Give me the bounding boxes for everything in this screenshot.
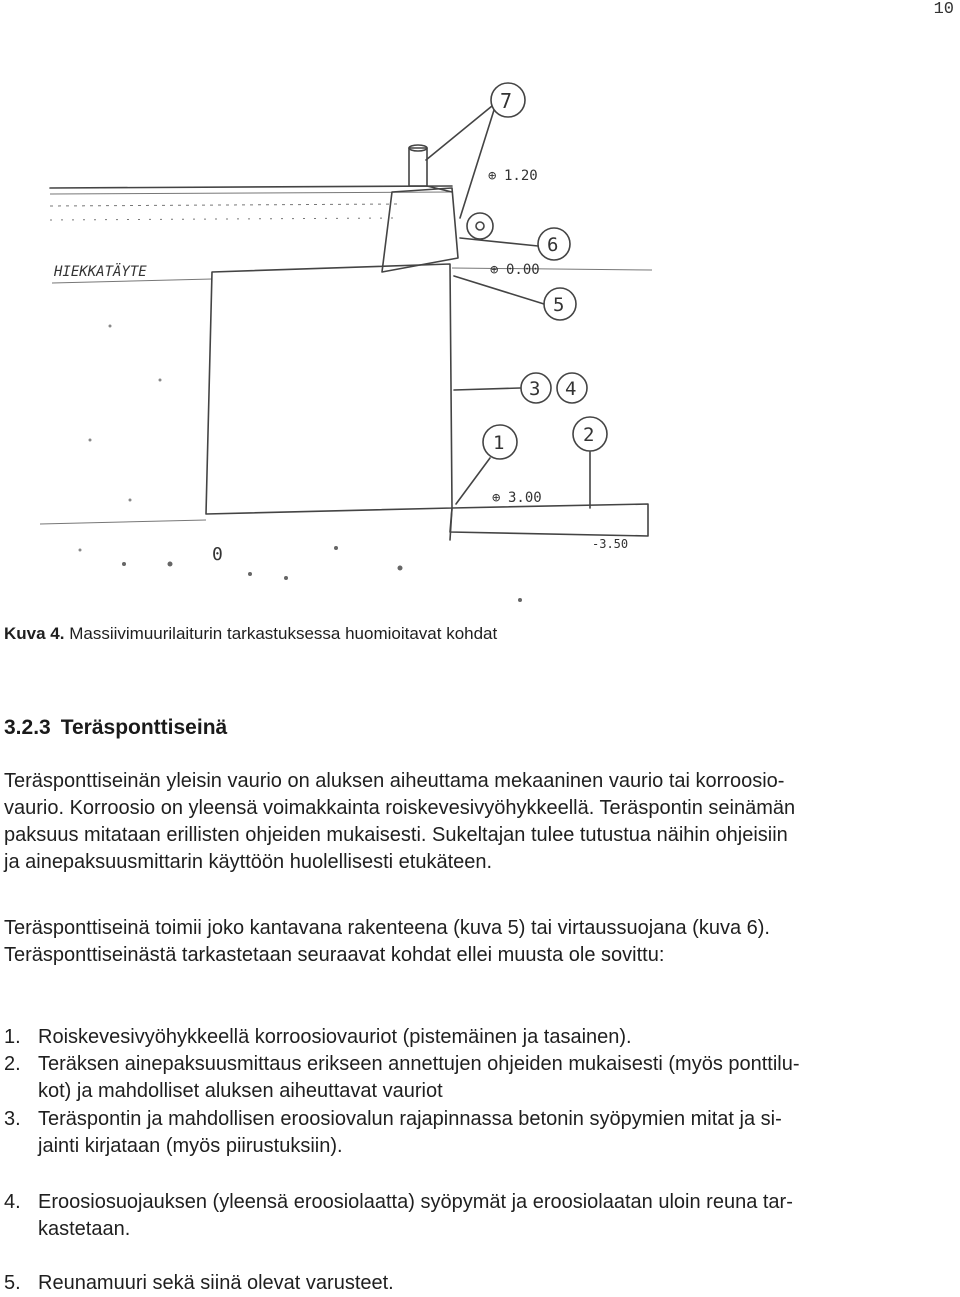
elevation-zero-value: 0.00	[506, 262, 540, 278]
section-number: 3.2.3	[4, 716, 51, 739]
water-level	[452, 268, 652, 270]
elevation-seabed-value: -3.50	[592, 537, 629, 551]
list-item	[4, 1024, 939, 1051]
marker-4-label: 4	[565, 378, 577, 400]
marker-5	[454, 276, 576, 320]
svg-text:⊕: ⊕	[490, 262, 499, 278]
sand-fill-label: HIEKKATÄYTE	[54, 264, 147, 280]
paragraph-line: Teräsponttiseinä toimii joko kantavana rakenteena (kuva 5) tai virtaussuojana (kuva 6).	[4, 917, 770, 939]
deck-surface	[50, 186, 452, 220]
list-item-text: kastetaan.	[38, 1218, 131, 1240]
marker-3-4	[454, 373, 587, 403]
elevation-zero	[490, 262, 540, 278]
quay-wall-sketch	[20, 80, 660, 610]
figure-caption-text: Massiivimuurilaiturin tarkastuksessa huomioitavat kohdat	[69, 624, 498, 643]
elevation-seabed	[592, 537, 628, 551]
list-item-number: 4.	[4, 1191, 21, 1213]
marker-6-label: 6	[547, 234, 559, 256]
list-item	[4, 1270, 939, 1297]
paragraph-line: Teräsponttiseinän yleisin vaurio on aluksen aiheuttama mekaaninen vaurio tai korroosio-	[4, 770, 785, 792]
list-item-text: kot) ja mahdolliset aluksen aiheuttavat vauriot	[38, 1080, 443, 1102]
figure-caption-label: Kuva 4.	[4, 624, 65, 643]
section-title: Teräsponttiseinä	[60, 716, 228, 739]
marker-1-label: 1	[493, 432, 505, 454]
massive-block-wall	[206, 264, 452, 514]
elevation-top-value: 1.20	[504, 168, 538, 184]
page-number: 10	[933, 0, 954, 19]
elevation-bottom-value: 3.00	[508, 490, 542, 506]
marker-7	[426, 83, 525, 218]
figure-caption	[4, 624, 497, 644]
bollard	[409, 145, 427, 186]
paragraph-1	[4, 768, 939, 876]
svg-text:⊕: ⊕	[492, 490, 501, 506]
list-item	[4, 1051, 939, 1105]
list-item-text: Eroosiosuojauksen (yleensä eroosiolaatta) syöpymät ja eroosiolaatan uloin reuna tar-	[38, 1191, 793, 1213]
sand-fill	[52, 262, 212, 552]
list-item-number: 1.	[4, 1026, 21, 1048]
marker-2	[573, 417, 607, 508]
list-item	[4, 1189, 939, 1243]
zero-mark: 0	[212, 544, 223, 565]
list-item-number: 5.	[4, 1272, 21, 1294]
section-heading	[4, 716, 227, 740]
list-item-text: jainti kirjataan (myös piirustuksiin).	[38, 1135, 343, 1157]
paragraph-line: paksuus mitataan erillisten ohjeiden mukaisesti. Sukeltajan tulee tutustua näihin ohjeisiin	[4, 824, 788, 846]
list-item-number: 3.	[4, 1108, 21, 1130]
elevation-bottom	[492, 490, 542, 506]
paragraph-line: Teräsponttiseinästä tarkastetaan seuraavat kohdat ellei muusta ole sovittu:	[4, 944, 665, 966]
seabed	[40, 504, 648, 602]
svg-text:⊕: ⊕	[488, 168, 497, 184]
paragraph-line: ja ainepaksuusmittarin käyttöön huolellisesti etukäteen.	[4, 851, 493, 873]
paragraph-2	[4, 915, 939, 969]
marker-3-label: 3	[529, 378, 541, 400]
marker-2-label: 2	[583, 424, 595, 446]
list-item-number: 2.	[4, 1053, 21, 1075]
list-item	[4, 1106, 939, 1160]
list-item-text: Teräspontin ja mahdollisen eroosiovalun rajapinnassa betonin syöpymien mitat ja si-	[38, 1108, 782, 1130]
list-item-text: Teräksen ainepaksuusmittaus erikseen annettujen ohjeiden mukaisesti (myös ponttilu-	[38, 1053, 800, 1075]
marker-5-label: 5	[553, 294, 565, 316]
paragraph-line: vaurio. Korroosio on yleensä voimakkainta roiskevesivyöhykkeellä. Teräspontin seinämän	[4, 797, 796, 819]
list-item-text: Reunamuuri sekä siinä olevat varusteet.	[38, 1272, 394, 1294]
coping-beam	[382, 186, 458, 272]
marker-6	[460, 213, 570, 260]
list-item-text: Roiskevesivyöhykkeellä korroosiovauriot (pistemäinen ja tasainen).	[38, 1026, 632, 1048]
elevation-top	[488, 168, 538, 184]
marker-7-label: 7	[500, 89, 513, 113]
